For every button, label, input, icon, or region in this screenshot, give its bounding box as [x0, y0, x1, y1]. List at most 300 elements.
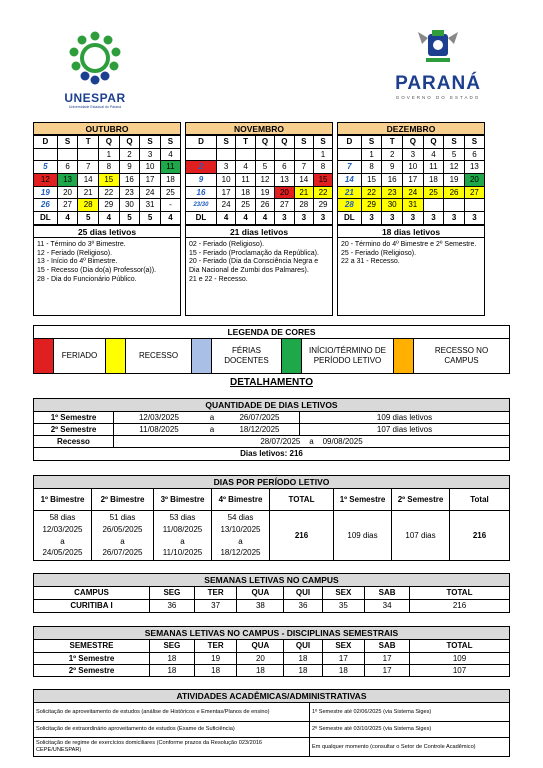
col-header: TOTAL: [410, 640, 510, 653]
semestral-cell: 17: [365, 665, 410, 677]
recesso-label: Recesso: [34, 436, 114, 447]
semestral-cell: 18: [150, 653, 195, 665]
weekday: Q: [255, 136, 274, 149]
day-cell: [186, 148, 216, 161]
day-cell: 6: [464, 148, 484, 161]
semestral-cell: 17: [322, 653, 365, 665]
calendar-november: [185, 122, 333, 316]
color-legend: [33, 325, 510, 374]
col-header: Total: [450, 489, 510, 511]
bimestre-cell: [212, 511, 270, 561]
atividades-table: [33, 689, 510, 757]
semana-cell: 38: [237, 600, 284, 613]
col-header: SEX: [322, 640, 365, 653]
weekday-header: [186, 136, 332, 149]
day-cell: 26: [34, 199, 57, 212]
month-notes: [338, 237, 484, 315]
dl-cell: 3: [361, 212, 382, 225]
bim-start: 13/10/2025: [220, 524, 261, 534]
weekday: Q: [275, 136, 294, 149]
col-header: SEG: [150, 640, 195, 653]
day-cell: 27: [57, 199, 78, 212]
qtd-days: 109 dias letivos: [376, 413, 433, 422]
semana-cell: 35: [322, 600, 365, 613]
legend-title: LEGENDA DE CORES: [34, 326, 509, 339]
semestral-cell: 20: [237, 653, 284, 665]
day-cell: 16: [119, 174, 140, 187]
day-cell: 31: [140, 199, 161, 212]
day-cell: 9: [382, 161, 403, 174]
month-total: 21 dias letivos: [186, 225, 332, 237]
col-header: SAB: [365, 587, 410, 600]
month-total: 18 dias letivos: [338, 225, 484, 237]
bimestre-cell: [34, 511, 92, 561]
semestral-cell: 18: [284, 665, 322, 677]
day-cell: 11: [236, 174, 255, 187]
day-cell: 17: [140, 174, 161, 187]
month-notes: [34, 237, 180, 315]
semestrais-title: SEMANAS LETIVAS NO CAMPUS - DISCIPLINAS SEMESTRAIS: [34, 627, 510, 640]
note: 25 - Feriado (Religioso).: [341, 249, 417, 257]
swatch-ferias: [192, 339, 212, 373]
qtd-a: a: [209, 425, 215, 434]
col-header: 2º Semestre: [392, 489, 450, 511]
day-cell: 3: [403, 148, 424, 161]
parana-coat-of-arms-icon: [388, 28, 488, 68]
dl-cell: 3: [423, 212, 444, 225]
week-row: [186, 161, 332, 174]
col-header: QUI: [284, 587, 322, 600]
dl-cell: 5: [140, 212, 161, 225]
col-header: SEX: [322, 587, 365, 600]
periodo-title: DIAS POR PERÍODO LETIVO: [34, 476, 510, 489]
week-row: [34, 186, 180, 199]
day-cell: 4: [423, 148, 444, 161]
dl-cell: 4: [255, 212, 274, 225]
bimestre-cell: [92, 511, 154, 561]
day-cell: 24: [216, 199, 235, 212]
dl-label: DL: [338, 212, 361, 225]
weekday: Q: [403, 136, 424, 149]
note: 20 - Feriado (Dia da Consciência Negra e Dia Nacional de Zumbi dos Palmares).: [189, 258, 319, 275]
day-cell: 14: [338, 174, 361, 187]
col-header: TOTAL: [410, 587, 510, 600]
note: 11 - Término do 3º Bimestre.: [37, 240, 126, 248]
week-row: [338, 174, 484, 187]
calendar-grid: [186, 135, 332, 225]
semestral-cell: 18: [237, 665, 284, 677]
bim-a: a: [60, 536, 65, 546]
day-cell: 23/30: [186, 199, 216, 212]
swatch-recesso: [106, 339, 126, 373]
day-cell: 10: [403, 161, 424, 174]
col-header: 2º Bimestre: [92, 489, 154, 511]
day-cell: 4: [160, 148, 180, 161]
bim-a: a: [180, 536, 185, 546]
qtd-a: a: [209, 413, 215, 422]
day-cell: 5: [444, 148, 465, 161]
day-cell: 26: [255, 199, 274, 212]
weekday: S: [140, 136, 161, 149]
day-cell: 30: [119, 199, 140, 212]
day-cell: 21: [338, 186, 361, 199]
calendar-october: [33, 122, 181, 316]
day-cell: 29: [314, 199, 332, 212]
col-header: SEG: [150, 587, 195, 600]
day-cell: [78, 148, 99, 161]
day-cell: 7: [294, 161, 313, 174]
qtd-title: QUANTIDADE DE DIAS LETIVOS: [34, 399, 509, 412]
day-cell: 2: [119, 148, 140, 161]
atividades-title: ATIVIDADES ACADÊMICAS/ADMINISTRATIVAS: [34, 690, 510, 703]
day-cell: 16: [382, 174, 403, 187]
day-cell: 11: [160, 161, 180, 174]
weekday: S: [444, 136, 465, 149]
parana-subtitle: GOVERNO DO ESTADO: [395, 95, 481, 100]
col-header: SEMESTRE: [34, 640, 150, 653]
day-cell: 6: [57, 161, 78, 174]
recesso-range: [114, 436, 509, 447]
day-cell: [423, 199, 444, 212]
dl-cell: 4: [216, 212, 235, 225]
day-cell: 12: [34, 174, 57, 187]
recesso-a: a: [309, 437, 314, 446]
dl-label: DL: [186, 212, 216, 225]
qtd-row-label: 2º Semestre: [34, 424, 114, 435]
col-header: TOTAL: [270, 489, 334, 511]
qtd-row-label: 1º Semestre: [34, 412, 114, 423]
day-cell: 18: [160, 174, 180, 187]
periodo-grand-total: 216: [450, 511, 510, 561]
weekday: S: [160, 136, 180, 149]
legend-label: FERIADO: [54, 339, 106, 373]
qtd-days: 107 dias letivos: [376, 425, 433, 434]
day-cell: 20: [464, 174, 484, 187]
dl-cell: 3: [314, 212, 332, 225]
day-cell: 19: [444, 174, 465, 187]
semestral-total: 109: [410, 653, 510, 665]
day-cell: 9: [186, 174, 216, 187]
swatch-inicio-termino: [282, 339, 302, 373]
week-row: [34, 161, 180, 174]
unespar-subtitle: Universidade Estadual do Paraná: [68, 105, 122, 109]
day-cell: 22: [361, 186, 382, 199]
day-cell: 13: [464, 161, 484, 174]
day-cell: 22: [314, 186, 332, 199]
day-cell: 6: [275, 161, 294, 174]
semestral-cell: 18: [322, 665, 365, 677]
week-row: [338, 186, 484, 199]
legend-label: FÉRIAS DOCENTES: [212, 339, 282, 373]
day-cell: 20: [275, 186, 294, 199]
day-cell: 13: [57, 174, 78, 187]
recesso-end: 09/08/2025: [322, 437, 363, 446]
day-cell: 1: [361, 148, 382, 161]
day-cell: 12: [255, 174, 274, 187]
weekday: D: [34, 136, 57, 149]
week-row: [34, 174, 180, 187]
day-cell: [444, 199, 465, 212]
weekday: S: [216, 136, 235, 149]
day-cell: 9: [119, 161, 140, 174]
day-cell: 15: [361, 174, 382, 187]
day-cell: 7: [78, 161, 99, 174]
bim-a: a: [238, 536, 243, 546]
weekday: S: [314, 136, 332, 149]
day-cell: 25: [236, 199, 255, 212]
parana-wordmark: PARANÁ: [395, 73, 481, 94]
col-header: TER: [194, 640, 237, 653]
weekday-header: [338, 136, 484, 149]
semestral-cell: 19: [194, 653, 237, 665]
semana-cell: 34: [365, 600, 410, 613]
qtd-start: 12/03/2025: [138, 413, 180, 422]
month-total: 25 dias letivos: [34, 225, 180, 237]
day-cell: 4: [236, 161, 255, 174]
day-cell: 16: [186, 186, 216, 199]
month-notes: [186, 237, 332, 315]
day-cell: 21: [294, 186, 313, 199]
day-cell: 29: [99, 199, 120, 212]
day-cell: [255, 148, 274, 161]
weekday: D: [186, 136, 216, 149]
swatch-recesso-campus: [394, 339, 414, 373]
qtd-end: 18/12/2025: [220, 424, 300, 435]
month-name: DEZEMBRO: [338, 123, 484, 135]
semestral-cell: 17: [365, 653, 410, 665]
day-cell: 25: [160, 186, 180, 199]
dl-row: [186, 212, 332, 225]
day-cell: 3: [140, 148, 161, 161]
dl-row: [34, 212, 180, 225]
semanas-semestrais-table: [33, 626, 510, 677]
bim-start: 26/05/2025: [102, 524, 143, 534]
dl-label: DL: [34, 212, 57, 225]
week-row: [338, 199, 484, 212]
atividade-desc: Solicitação de extraordinário aproveitamento de estudos (Exame de Suficiência): [34, 722, 310, 738]
dl-cell: 5: [78, 212, 99, 225]
atividade-prazo: Em qualquer momento (consultar o Setor de Controle Acadêmico): [310, 738, 510, 757]
week-row: [338, 161, 484, 174]
weekday: T: [78, 136, 99, 149]
bim-a: a: [120, 536, 125, 546]
semana-cell: 36: [150, 600, 195, 613]
unespar-wordmark: UNESPAR: [64, 91, 126, 105]
qtd-end: 26/07/2025: [220, 412, 300, 423]
day-cell: 15: [99, 174, 120, 187]
day-cell: 28: [78, 199, 99, 212]
day-cell: 1: [99, 148, 120, 161]
day-cell: 18: [236, 186, 255, 199]
semestre-label: 1º Semestre: [34, 653, 150, 665]
weekday: D: [338, 136, 361, 149]
legend-label: RECESSO NO CAMPUS: [434, 346, 489, 365]
bim-end: 18/12/2025: [220, 548, 261, 558]
semestral-cell: 18: [194, 665, 237, 677]
week-row: [186, 174, 332, 187]
bim-end: 24/05/2025: [42, 548, 83, 558]
day-cell: -: [160, 199, 180, 212]
day-cell: 5: [34, 161, 57, 174]
legend-label: INÍCIO/TÉRMINO DE PERÍODO LETIVO: [302, 339, 394, 373]
col-header: SAB: [365, 640, 410, 653]
weekday: T: [382, 136, 403, 149]
day-cell: 25: [423, 186, 444, 199]
dl-row: [338, 212, 484, 225]
day-cell: 27: [275, 199, 294, 212]
col-header: 1º Bimestre: [34, 489, 92, 511]
day-cell: 13: [275, 174, 294, 187]
bim-dias: 53 dias: [169, 513, 196, 523]
note: 12 - Feriado (Religioso).: [37, 249, 113, 257]
dl-cell: 4: [57, 212, 78, 225]
note: 22 a 31 - Recesso.: [341, 258, 400, 266]
day-cell: 22: [99, 186, 120, 199]
weekday: Q: [99, 136, 120, 149]
col-header: 4º Bimestre: [212, 489, 270, 511]
note: 02 - Feriado (Religioso).: [189, 240, 265, 248]
col-header: CAMPUS: [34, 587, 150, 600]
day-cell: 21: [78, 186, 99, 199]
bim-end: 11/10/2025: [162, 548, 203, 558]
legend-label: RECESSO: [126, 339, 192, 373]
day-cell: 19: [34, 186, 57, 199]
day-cell: 8: [361, 161, 382, 174]
day-cell: [464, 199, 484, 212]
month-name: NOVEMBRO: [186, 123, 332, 135]
day-cell: [275, 148, 294, 161]
detalhamento-title: DETALHAMENTO: [230, 377, 313, 388]
weekday: S: [361, 136, 382, 149]
day-cell: 3: [216, 161, 235, 174]
calendar-grid: [338, 135, 484, 225]
calendar-grid: [34, 135, 180, 225]
day-cell: [338, 148, 361, 161]
swatch-feriado: [34, 339, 54, 373]
bim-dias: 58 dias: [49, 513, 76, 523]
day-cell: 1: [314, 148, 332, 161]
day-cell: 20: [57, 186, 78, 199]
bim-start: 12/03/2025: [42, 524, 83, 534]
atividade-prazo: 1º Semestre até 02/06/2025 (via Sistema Siges): [310, 703, 510, 722]
col-header: 3º Bimestre: [154, 489, 212, 511]
bim-end: 26/07/2025: [102, 548, 143, 558]
semestral-cell: 18: [150, 665, 195, 677]
dl-cell: 4: [99, 212, 120, 225]
dl-cell: 3: [294, 212, 313, 225]
note: 28 - Dia do Funcionário Público.: [37, 275, 137, 283]
day-cell: [34, 148, 57, 161]
week-row: [338, 148, 484, 161]
day-cell: 10: [216, 174, 235, 187]
day-cell: 12: [444, 161, 465, 174]
day-cell: 8: [314, 161, 332, 174]
periodo-sem1: 109 dias: [334, 511, 392, 561]
month-name: OUTUBRO: [34, 123, 180, 135]
day-cell: [294, 148, 313, 161]
atividade-prazo: 2º Semestre até 03/10/2025 (via Sistema Siges): [310, 722, 510, 738]
semana-cell: 37: [194, 600, 237, 613]
day-cell: [216, 148, 235, 161]
week-row: [186, 148, 332, 161]
note: 15 - Feriado (Proclamação da República).: [189, 249, 319, 257]
dl-cell: 5: [119, 212, 140, 225]
weekday: Q: [119, 136, 140, 149]
day-cell: 2: [186, 161, 216, 174]
parana-logo: [388, 28, 488, 100]
atividade-desc: Solicitação de regime de exercícios domiciliares (Conforme prazos da Resolução 023/2016 CEPE/UNESPAR): [34, 738, 310, 757]
day-cell: 24: [403, 186, 424, 199]
day-cell: [57, 148, 78, 161]
qtd-start: 11/08/2025: [139, 425, 179, 434]
periodo-sem2: 107 dias: [392, 511, 450, 561]
day-cell: 18: [423, 174, 444, 187]
col-header: QUI: [284, 640, 322, 653]
day-cell: 23: [119, 186, 140, 199]
semanas-title: SEMANAS LETIVAS NO CAMPUS: [34, 574, 510, 587]
note: 15 - Recesso (Dia do(a) Professor(a)).: [37, 267, 157, 275]
periodo-total: 216: [270, 511, 334, 561]
bim-dias: 51 dias: [109, 513, 136, 523]
weekday: T: [236, 136, 255, 149]
semana-cell: 36: [284, 600, 322, 613]
dl-cell: 4: [160, 212, 180, 225]
weekday-header: [34, 136, 180, 149]
calendar-december: [337, 122, 485, 316]
day-cell: 29: [361, 199, 382, 212]
week-row: [34, 148, 180, 161]
day-cell: 27: [464, 186, 484, 199]
day-cell: 15: [314, 174, 332, 187]
week-row: [34, 199, 180, 212]
week-row: [186, 186, 332, 199]
day-cell: 28: [338, 199, 361, 212]
bimestre-cell: [154, 511, 212, 561]
semestral-cell: 18: [284, 653, 322, 665]
dl-cell: 3: [464, 212, 484, 225]
dl-cell: 3: [382, 212, 403, 225]
day-cell: 23: [382, 186, 403, 199]
day-cell: 28: [294, 199, 313, 212]
day-cell: 26: [444, 186, 465, 199]
col-header: TER: [194, 587, 237, 600]
quantidade-dias-letivos: [33, 398, 510, 461]
weekday: S: [464, 136, 484, 149]
day-cell: 2: [382, 148, 403, 161]
col-header: QUA: [237, 587, 284, 600]
week-row: [186, 199, 332, 212]
weekday: S: [57, 136, 78, 149]
unespar-emblem-icon: [62, 30, 128, 86]
qtd-total: Dias letivos: 216: [240, 449, 303, 458]
bim-dias: 54 dias: [227, 513, 254, 523]
weekday: S: [294, 136, 313, 149]
col-header: 1º Semestre: [334, 489, 392, 511]
weekday: Q: [423, 136, 444, 149]
day-cell: 14: [294, 174, 313, 187]
day-cell: 24: [140, 186, 161, 199]
day-cell: 17: [403, 174, 424, 187]
dl-cell: 3: [444, 212, 465, 225]
day-cell: 19: [255, 186, 274, 199]
semanas-letivas-table: [33, 573, 510, 613]
semestre-label: 2º Semestre: [34, 665, 150, 677]
unespar-logo: [62, 30, 128, 109]
day-cell: 30: [382, 199, 403, 212]
day-cell: 11: [423, 161, 444, 174]
campus-name: CURITIBA I: [34, 600, 150, 613]
note: 13 - Início do 4º Bimestre.: [37, 258, 118, 266]
